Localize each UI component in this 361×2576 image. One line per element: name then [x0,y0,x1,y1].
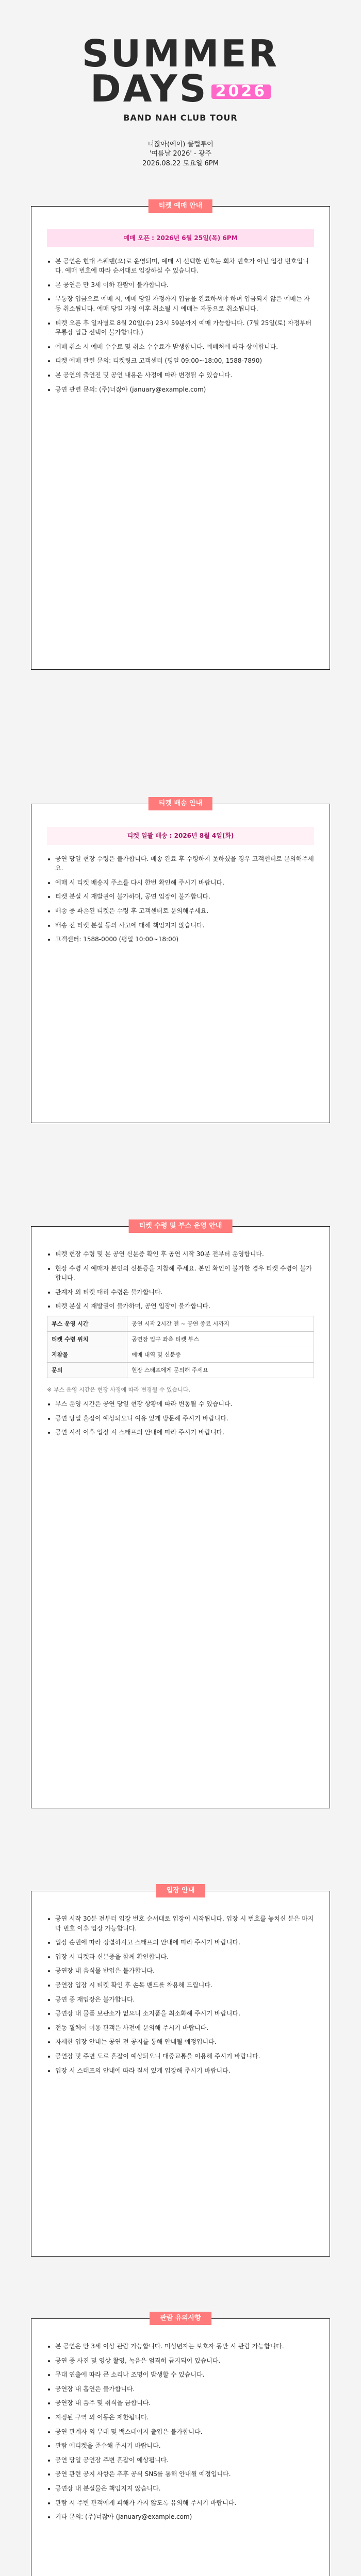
table-head: 티켓 수령 위치 [47,1332,127,1347]
list-item: • 무대 연출에 따라 큰 소리나 조명이 발생할 수 있습니다. [55,2370,314,2380]
list-item: • 티켓 분실 시 재발권이 불가하며, 공연 입장이 불가합니다. [55,892,314,902]
logo-year: 2026 [211,84,271,99]
ticket-open-date: 예매 오픈 : 2026년 6월 25일(목) 6PM [47,229,314,247]
list-item: • 기타 문의: (주)너잖아 (january@example.com) [55,2512,314,2522]
list-item: • 예매 취소 시 예매 수수료 및 취소 수수료가 발생합니다. 예매처에 따라 상이합니다. [55,342,314,352]
pickup-table [47,1316,314,1378]
list-item: • 공연 관련 공지 사항은 추후 공식 SNS를 통해 안내될 예정입니다. [55,2469,314,2479]
list-item: • 지정된 구역 외 이동은 제한됩니다. [55,2413,314,2422]
entry-pill: 입장 안내 [156,1884,205,1897]
list-item: • 공연 당일 공연장 주변 혼잡이 예상됩니다. [55,2455,314,2465]
delivery-pill: 티켓 배송 안내 [149,797,212,810]
pickup-note: ※ 부스 운영 시간은 현장 사정에 따라 변경될 수 있습니다. [47,1386,190,1394]
list-item: • 티켓 현장 수령 및 본 공연 신분증 확인 후 공연 시작 30분 전부터 운영합니다. [55,1249,314,1259]
table-row [47,1347,314,1363]
list-item: • 티켓 오픈 후 일자별로 8월 20일(수) 23시 59분까지 예매 가능합니다. (7월 25일(토) 자정부터 무통장 입금 선택이 불가합니다.) [55,318,314,337]
list-item: • 배송 중 파손된 티켓은 수령 후 고객센터로 문의해주세요. [55,906,314,916]
table-row [47,1363,314,1378]
list-item: • 관람 에티켓을 준수해 주시기 바랍니다. [55,2441,314,2451]
list-item: • 공연 당일 현장 수령은 불가합니다. 배송 완료 후 수령하지 못하셨을 경우 고객센터로 문의해주세요. [55,854,314,873]
list-item: • 공연 관계자 외 무대 및 백스테이지 출입은 불가합니다. [55,2427,314,2437]
list-item: • 고객센터: 1588-0000 (평일 10:00~18:00) [55,935,314,944]
logo-days [0,67,361,111]
pickup-pill: 티켓 수령 및 부스 운영 안내 [129,1219,233,1233]
hero-info-line: '여름날 2026' - 광주 [149,150,212,158]
list-item: • 공연장 내 흡연은 불가합니다. [55,2384,314,2394]
list-item: • 본 공연의 출연진 및 공연 내용은 사정에 따라 변경될 수 있습니다. [55,370,314,380]
list-item: • 공연 시작 30분 전부터 입장 번호 순서대로 입장이 시작됩니다. 입장 시 번호를 놓치신 분은 마지막 번호 이후 입장 가능합니다. [55,1914,314,1933]
table-row [47,1332,314,1347]
hero [0,0,361,206]
list-item: • 공연장 입장 시 티켓 확인 후 손목 밴드를 착용해 드립니다. [55,1980,314,1990]
logo-subtitle: BAND NAH CLUB TOUR [123,112,238,123]
list-item: • 공연장 내 음주 및 취식을 금합니다. [55,2398,314,2408]
manners-list [47,2342,314,2522]
list-item: • 공연장 및 주변 도로 혼잡이 예상되오니 대중교통을 이용해 주시기 바랍니다. [55,2052,314,2061]
list-item: • 공연장 내 분실물은 책임지지 않습니다. [55,2484,314,2494]
manners-pill: 관람 유의사항 [150,2312,211,2325]
list-item: • 자세한 입장 안내는 공연 전 공지를 통해 안내될 예정입니다. [55,2037,314,2047]
manners-section [31,2314,330,2576]
list-item: • 입장 시 스태프의 안내에 따라 질서 있게 입장해 주시기 바랍니다. [55,2066,314,2076]
delivery-date: 티켓 일괄 배송 : 2026년 8월 4일(화) [47,827,314,845]
list-item: • 공연장 내 물품 보관소가 없으니 소지품을 최소화해 주시기 바랍니다. [55,2009,314,2019]
list-item: • 공연 중 사진 및 영상 촬영, 녹음은 엄격히 금지되어 있습니다. [55,2356,314,2366]
table-cell: 현장 스태프에게 문의해 주세요 [127,1363,314,1378]
pickup-tail-list [47,1399,314,1437]
logo-days-text: DAYS [90,67,208,111]
table-head: 부스 운영 시간 [47,1316,127,1331]
table-cell: 공연장 입구 좌측 티켓 부스 [127,1332,314,1347]
list-item: • 공연 당일 혼잡이 예상되오니 여유 있게 방문해 주시기 바랍니다. [55,1414,314,1423]
list-item: • 전동 휠체어 이용 관객은 사전에 문의해 주시기 바랍니다. [55,2023,314,2033]
delivery-section [31,800,330,1123]
list-item: • 관계자 외 티켓 대리 수령은 불가합니다. [55,1287,314,1297]
list-item: • 본 공연은 만 3세 이상 관람 가능합니다. 미성년자는 보호자 동반 시 관람 가능합니다. [55,2342,314,2351]
ticket-list [47,257,314,395]
list-item: • 공연 관련 문의: (주)너잖아 (january@example.com) [55,385,314,395]
table-cell: 예매 내역 및 신분증 [127,1347,314,1363]
logo-summer: SUMMER [81,32,280,75]
list-item: • 본 공연은 만 3세 이하 관람이 불가합니다. [55,280,314,290]
list-item: • 부스 운영 시간은 공연 당일 현장 상황에 따라 변동될 수 있습니다. [55,1399,314,1409]
pickup-section [31,1222,330,1808]
list-item: • 배송 전 티켓 분실 등의 사고에 대해 책임지지 않습니다. [55,921,314,930]
hero-info-line: 2026.08.22 토요일 6PM [142,160,219,168]
list-item: • 본 공연은 현대 스웨덴(으)로 운영되며, 예매 시 선택한 번호는 회차 번호가 아닌 입장 번호입니다. 예매 번호에 따라 순서대로 입장하실 수 있습니다. [55,257,314,276]
list-item: • 공연 시작 이후 입장 시 스태프의 안내에 따라 주시기 바랍니다. [55,1428,314,1437]
list-item: • 입장 시 티켓과 신분증을 함께 확인합니다. [55,1952,314,1962]
delivery-list [47,854,314,944]
list-item: • 공연장 내 음식물 반입은 불가합니다. [55,1966,314,1976]
table-head: 문의 [47,1363,127,1378]
list-item: • 관람 시 주변 관객에게 피해가 가지 않도록 유의해 주시기 바랍니다. [55,2498,314,2508]
list-item: • 티켓 분실 시 재발권이 불가하며, 공연 입장이 불가합니다. [55,1301,314,1311]
hero-info [0,140,361,170]
ticket-pill: 티켓 예매 안내 [149,199,212,213]
list-item: • 티켓 예매 관련 문의: 티켓링크 고객센터 (평일 09:00~18:00, 1588-7890) [55,356,314,366]
ticket-section [31,202,330,670]
list-item: • 공연 중 재입장은 불가합니다. [55,1995,314,2005]
entry-section [31,1887,330,2257]
list-item: • 무통장 입금으로 예매 시, 예매 당일 자정까지 입금을 완료하셔야 하며 입금되지 않은 예매는 자동 취소됩니다. 예매 당일 자정 이후 취소될 시 예매는 자동으로 취소됩니다. [55,294,314,313]
table-row [47,1316,314,1331]
list-item: • 현장 수령 시 예매자 본인의 신분증을 지참해 주세요. 본인 확인이 불가한 경우 티켓 수령이 불가합니다. [55,1264,314,1283]
pickup-list [47,1249,314,1311]
entry-list [47,1914,314,2075]
table-head: 지참물 [47,1347,127,1363]
list-item: • 예매 시 티켓 배송지 주소를 다시 한번 확인해 주시기 바랍니다. [55,878,314,888]
list-item: • 입장 순번에 따라 정렬하시고 스태프의 안내에 따라 주시기 바랍니다. [55,1938,314,1947]
table-cell: 공연 시작 2시간 전 ~ 공연 종료 시까지 [127,1316,314,1331]
hero-info-line: 너잖아(에이) 클럽투어 [147,140,214,148]
